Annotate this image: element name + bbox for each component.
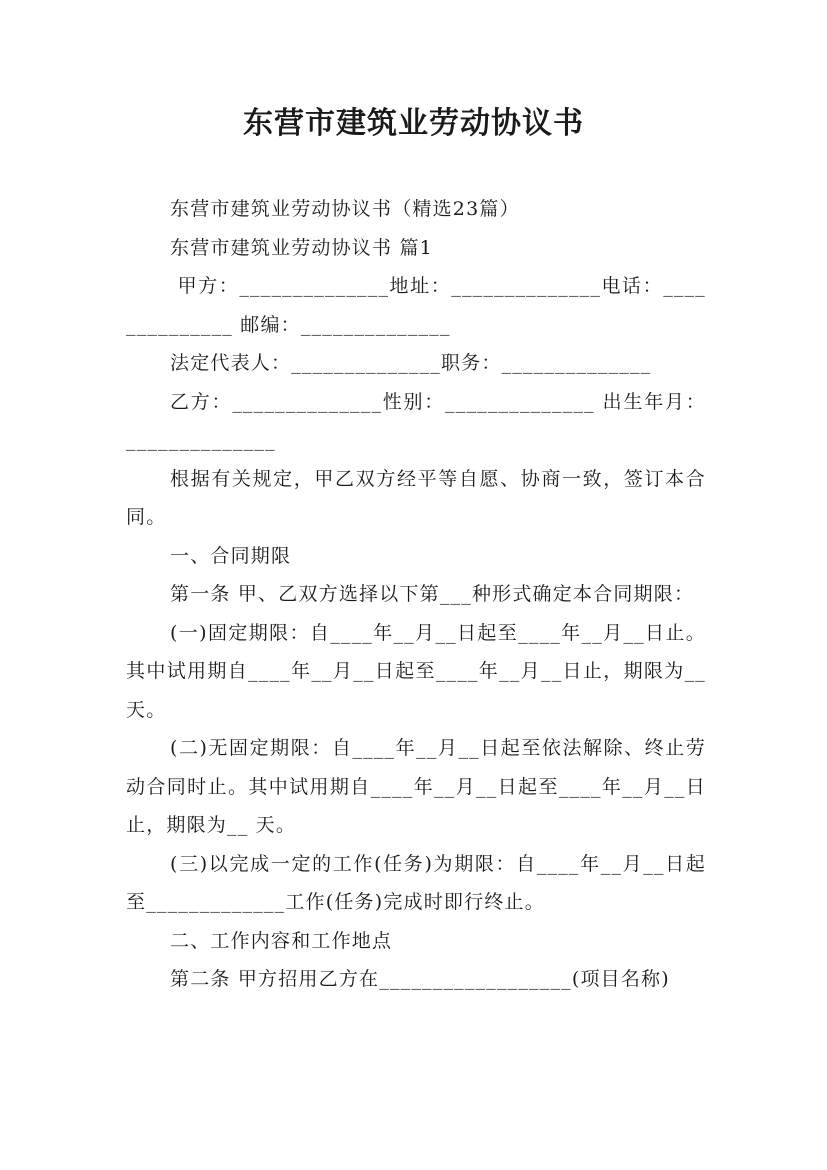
paragraph-agreement-basis: 根据有关规定，甲乙双方经平等自愿、协商一致，签订本合同。	[126, 467, 706, 528]
paragraph-party-a: 甲方：______________地址：______________电话：______________ 邮编：______________	[126, 275, 706, 336]
paragraph-section-heading: 东营市建筑业劳动协议书 篇1	[170, 236, 433, 259]
paragraph-article-two: 第二条 甲方招用乙方在__________________(项目名称)	[170, 968, 670, 990]
paragraph-article-one: 第一条 甲、乙双方选择以下第___种形式确定本合同期限：	[170, 583, 695, 605]
paragraph-summary: 东营市建筑业劳动协议书（精选23篇）	[170, 198, 520, 220]
paragraph-open-term: (二)无固定期限：自____年__月__日起至依法解除、终止劳动合同时止。其中试用期自____年__月__日起至____年__月__日止，期限为__ 天。	[126, 737, 706, 836]
document-title: 东营市建筑业劳动协议书	[243, 106, 584, 141]
paragraph-party-b: 乙方：______________性别：______________ 出生年月：______________	[126, 390, 706, 451]
paragraph-work-content-heading: 二、工作内容和工作地点	[170, 929, 393, 952]
paragraph-contract-term-heading: 一、合同期限	[170, 544, 292, 567]
paragraph-fixed-term: (一)固定期限：自____年__月__日起至____年__月__日止。其中试用期自____年__月__日起至____年__月__日止，期限为__ 天。	[126, 621, 714, 721]
paragraph-task-term: (三)以完成一定的工作(任务)为期限：自____年__月__日起至_____________工作(任务)完成时即行终止。	[126, 852, 706, 913]
document-body	[126, 190, 714, 999]
paragraph-legal-representative: 法定代表人：______________职务：______________	[170, 352, 652, 374]
